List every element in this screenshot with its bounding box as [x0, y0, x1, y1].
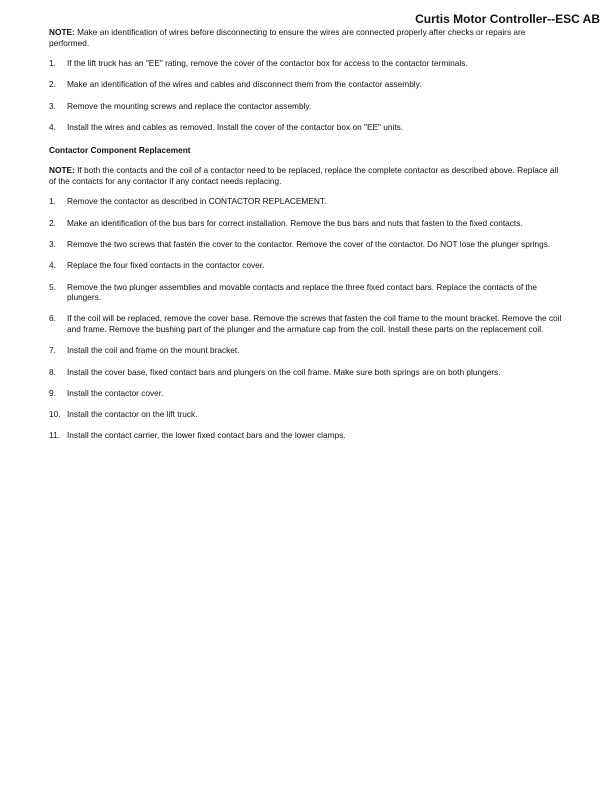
step-number: 8.: [49, 366, 56, 377]
step-number: 10.: [49, 409, 61, 420]
component-replacement-steps: [49, 196, 562, 441]
step-number: 1.: [49, 58, 56, 69]
intro-note: [49, 27, 562, 48]
step-text: Install the contactor cover.: [67, 387, 164, 398]
step-text: Make an identification of the wires and cables and disconnect them from the contactor assembly.: [67, 79, 422, 90]
step-text: Remove the two plunger assemblies and movable contacts and replace the three fixed contact bars. Replace the contacts of the plungers.: [67, 281, 537, 303]
step-text: Install the coil and frame on the mount bracket.: [67, 345, 240, 356]
step-number: 3.: [49, 100, 56, 111]
step-number: 11.: [49, 430, 60, 441]
step-text: Remove the mounting screws and replace the contactor assembly.: [67, 100, 312, 111]
list-item: [49, 313, 562, 334]
step-text: Remove the two screws that fasten the cover to the contactor. Remove the cover of the contactor. Do NOT lose the plunger springs.: [67, 238, 551, 249]
step-text: Install the cover base, fixed contact bars and plungers on the coil frame. Make sure both springs are on both plungers.: [67, 366, 501, 377]
step-number: 6.: [49, 313, 56, 324]
list-item: [49, 239, 562, 250]
component-note-label: NOTE:: [49, 165, 75, 176]
step-number: 2.: [49, 217, 56, 228]
step-number: 4.: [49, 122, 56, 133]
list-item: [49, 101, 562, 112]
step-text: Install the wires and cables as removed. Install the cover of the contactor box on "EE" units.: [67, 122, 404, 133]
section-heading: Contactor Component Replacement: [49, 144, 191, 155]
list-item: [49, 388, 562, 399]
step-text: If the lift truck has an "EE" rating, remove the cover of the contactor box for access to the contactor terminals.: [67, 58, 468, 69]
step-number: 5.: [49, 281, 56, 292]
step-text: If the coil will be replaced, remove the cover base. Remove the screws that fasten the coil frame to the mount bracket. Remove the coil and frame. Remove the bushing part of the plunger and the armature cap from the coil. Install these parts on the replacement coil.: [67, 313, 562, 334]
step-text: Remove the contactor as described in CONTACTOR REPLACEMENT.: [67, 196, 327, 207]
step-text: Install the contactor on the lift truck.: [67, 409, 198, 420]
list-item: [49, 282, 562, 303]
list-item: [49, 196, 562, 207]
list-item: [49, 367, 562, 378]
component-note-text: If both the contacts and the coil of a contactor need to be replaced, replace the complete contactor as described above. Replace all of the contacts for any contactor if any contact needs replacing.: [49, 165, 559, 186]
contactor-replacement-steps: [49, 58, 562, 132]
list-item: [49, 345, 562, 356]
list-item: [49, 122, 562, 133]
list-item: [49, 79, 562, 90]
list-item: [49, 260, 562, 271]
page-header-title: Curtis Motor Controller--ESC AB: [415, 12, 600, 26]
document-body: [49, 27, 562, 453]
step-number: 3.: [49, 238, 56, 249]
step-text: Install the contact carrier, the lower fixed contact bars and the lower clamps.: [67, 430, 346, 441]
list-item: [49, 409, 562, 420]
step-text: Replace the four fixed contacts in the contactor cover.: [67, 260, 265, 271]
intro-note-text: Make an identification of wires before disconnecting to ensure the wires are connected properly after checks or repairs are performed.: [49, 27, 526, 48]
list-item: [49, 218, 562, 229]
step-number: 4.: [49, 260, 56, 271]
step-number: 7.: [49, 345, 56, 356]
step-number: 9.: [49, 387, 56, 398]
step-number: 1.: [49, 196, 56, 207]
list-item: [49, 430, 562, 441]
intro-note-label: NOTE:: [49, 27, 75, 37]
step-text: Make an identification of the bus bars for correct installation. Remove the bus bars and nuts that fasten to the fixed contacts.: [67, 217, 523, 228]
component-note: [49, 165, 562, 186]
list-item: [49, 58, 562, 69]
step-number: 2.: [49, 79, 56, 90]
